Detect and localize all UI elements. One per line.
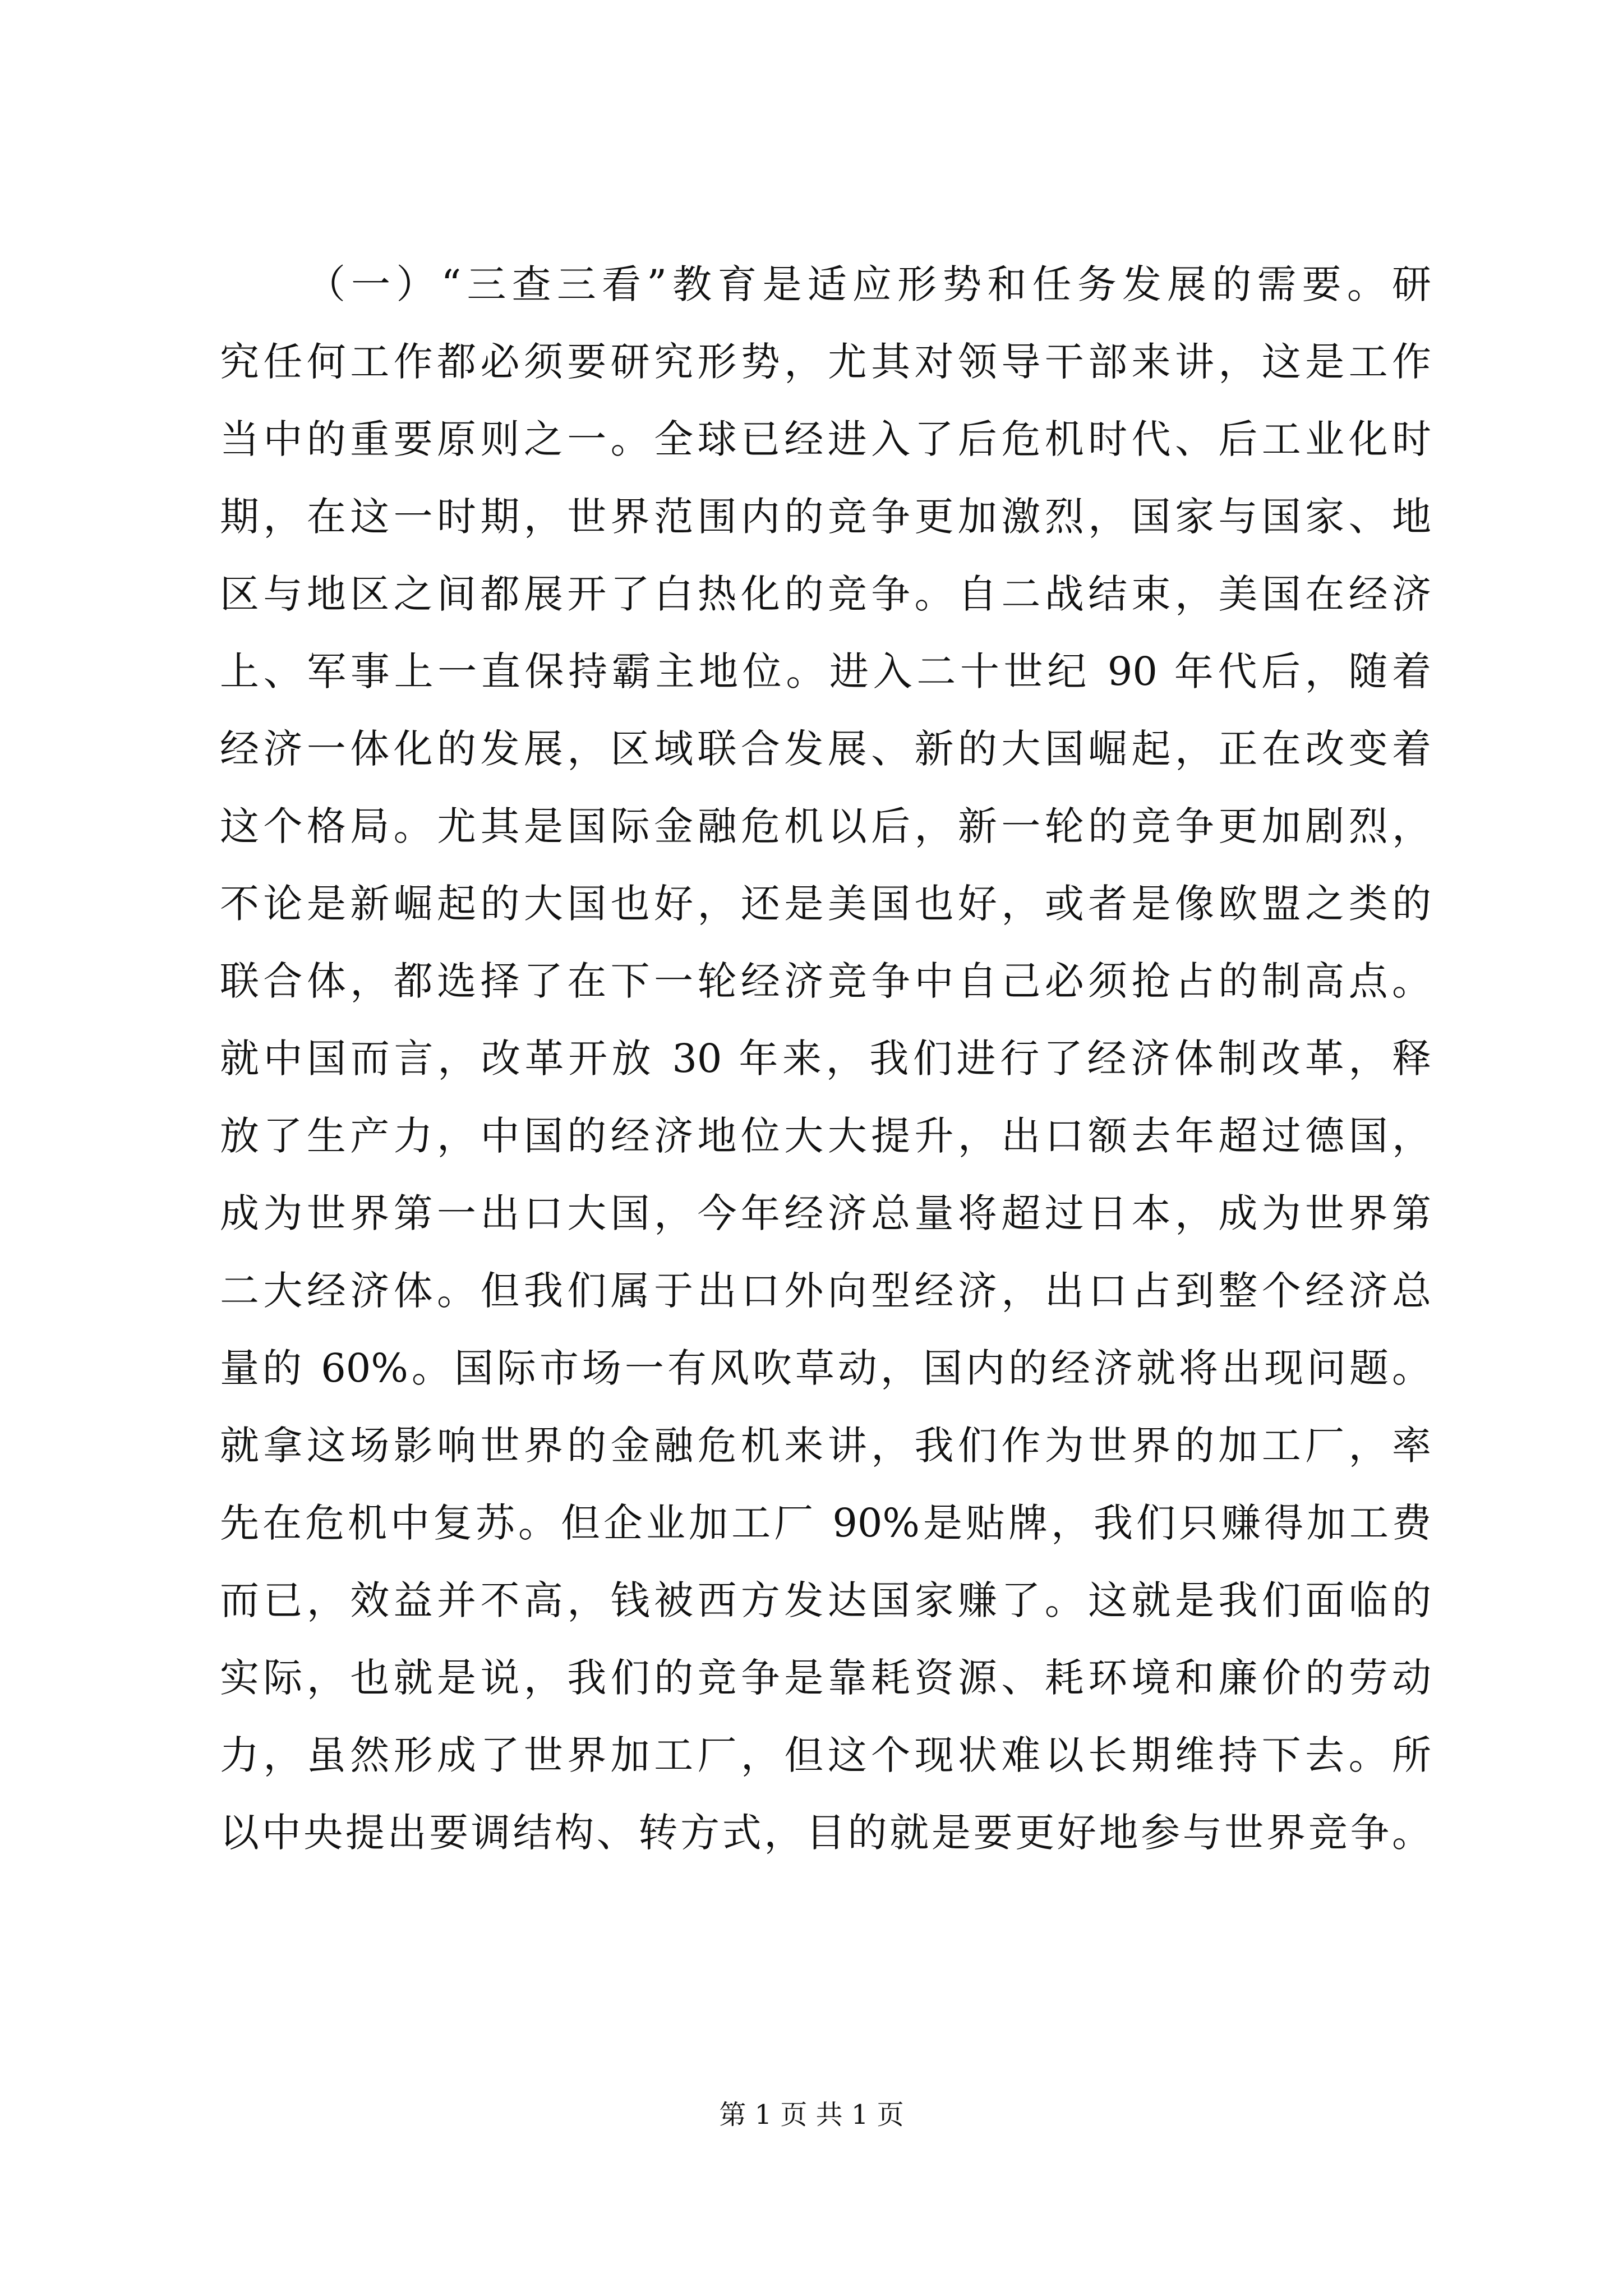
paragraph-line: 不论是新崛起的大国也好，还是美国也好，或者是像欧盟之类的 (220, 881, 1431, 927)
paragraph-line: 期，在这一时期，世界范围内的竞争更加激烈，国家与国家、地 (220, 494, 1431, 540)
paragraph-line: 量的 60%。国际市场一有风吹草动，国内的经济就将出现问题。 (220, 1345, 1431, 1391)
paragraph-line: 经济一体化的发展，区域联合发展、新的大国崛起，正在改变着 (220, 726, 1431, 772)
paragraph-line: 上、军事上一直保持霸主地位。进入二十世纪 90 年代后，随着 (220, 648, 1431, 694)
page-footer: 第 1 页 共 1 页 (719, 2099, 904, 2131)
paragraph-line: 二大经济体。但我们属于出口外向型经济，出口占到整个经济总 (220, 1268, 1431, 1314)
paragraph-line: 就中国而言，改革开放 30 年来，我们进行了经济体制改革，释 (220, 1036, 1431, 1082)
paragraph-line: 联合体，都选择了在下一轮经济竞争中自己必须抢占的制高点。 (220, 958, 1431, 1004)
paragraph-line: 而已，效益并不高，钱被西方发达国家赚了。这就是我们面临的 (220, 1577, 1431, 1623)
body-paragraph (220, 246, 1431, 1871)
paragraph-line: 先在危机中复苏。但企业加工厂 90%是贴牌，我们只赚得加工费 (220, 1500, 1431, 1546)
paragraph-line: （一）“三查三看”教育是适应形势和任务发展的需要。研 (306, 261, 1431, 307)
paragraph-line: 就拿这场影响世界的金融危机来讲，我们作为世界的加工厂，率 (220, 1423, 1431, 1469)
paragraph-line: 实际，也就是说，我们的竞争是靠耗资源、耗环境和廉价的劳动 (220, 1655, 1431, 1701)
paragraph-line: 成为世界第一出口大国，今年经济总量将超过日本，成为世界第 (220, 1190, 1431, 1236)
paragraph-line: 区与地区之间都展开了白热化的竞争。自二战结束，美国在经济 (220, 571, 1431, 617)
paragraph-line: 当中的重要原则之一。全球已经进入了后危机时代、后工业化时 (220, 416, 1431, 462)
paragraph-line: 这个格局。尤其是国际金融危机以后，新一轮的竞争更加剧烈， (220, 803, 1431, 849)
paragraph-line: 究任何工作都必须要研究形势，尤其对领导干部来讲，这是工作 (220, 339, 1431, 385)
paragraph-line: 力，虽然形成了世界加工厂，但这个现状难以长期维持下去。所 (220, 1732, 1431, 1778)
paragraph-line: 以中央提出要调结构、转方式，目的就是要更好地参与世界竞争。 (220, 1810, 1431, 1856)
paragraph-line: 放了生产力，中国的经济地位大大提升，出口额去年超过德国， (220, 1113, 1431, 1159)
